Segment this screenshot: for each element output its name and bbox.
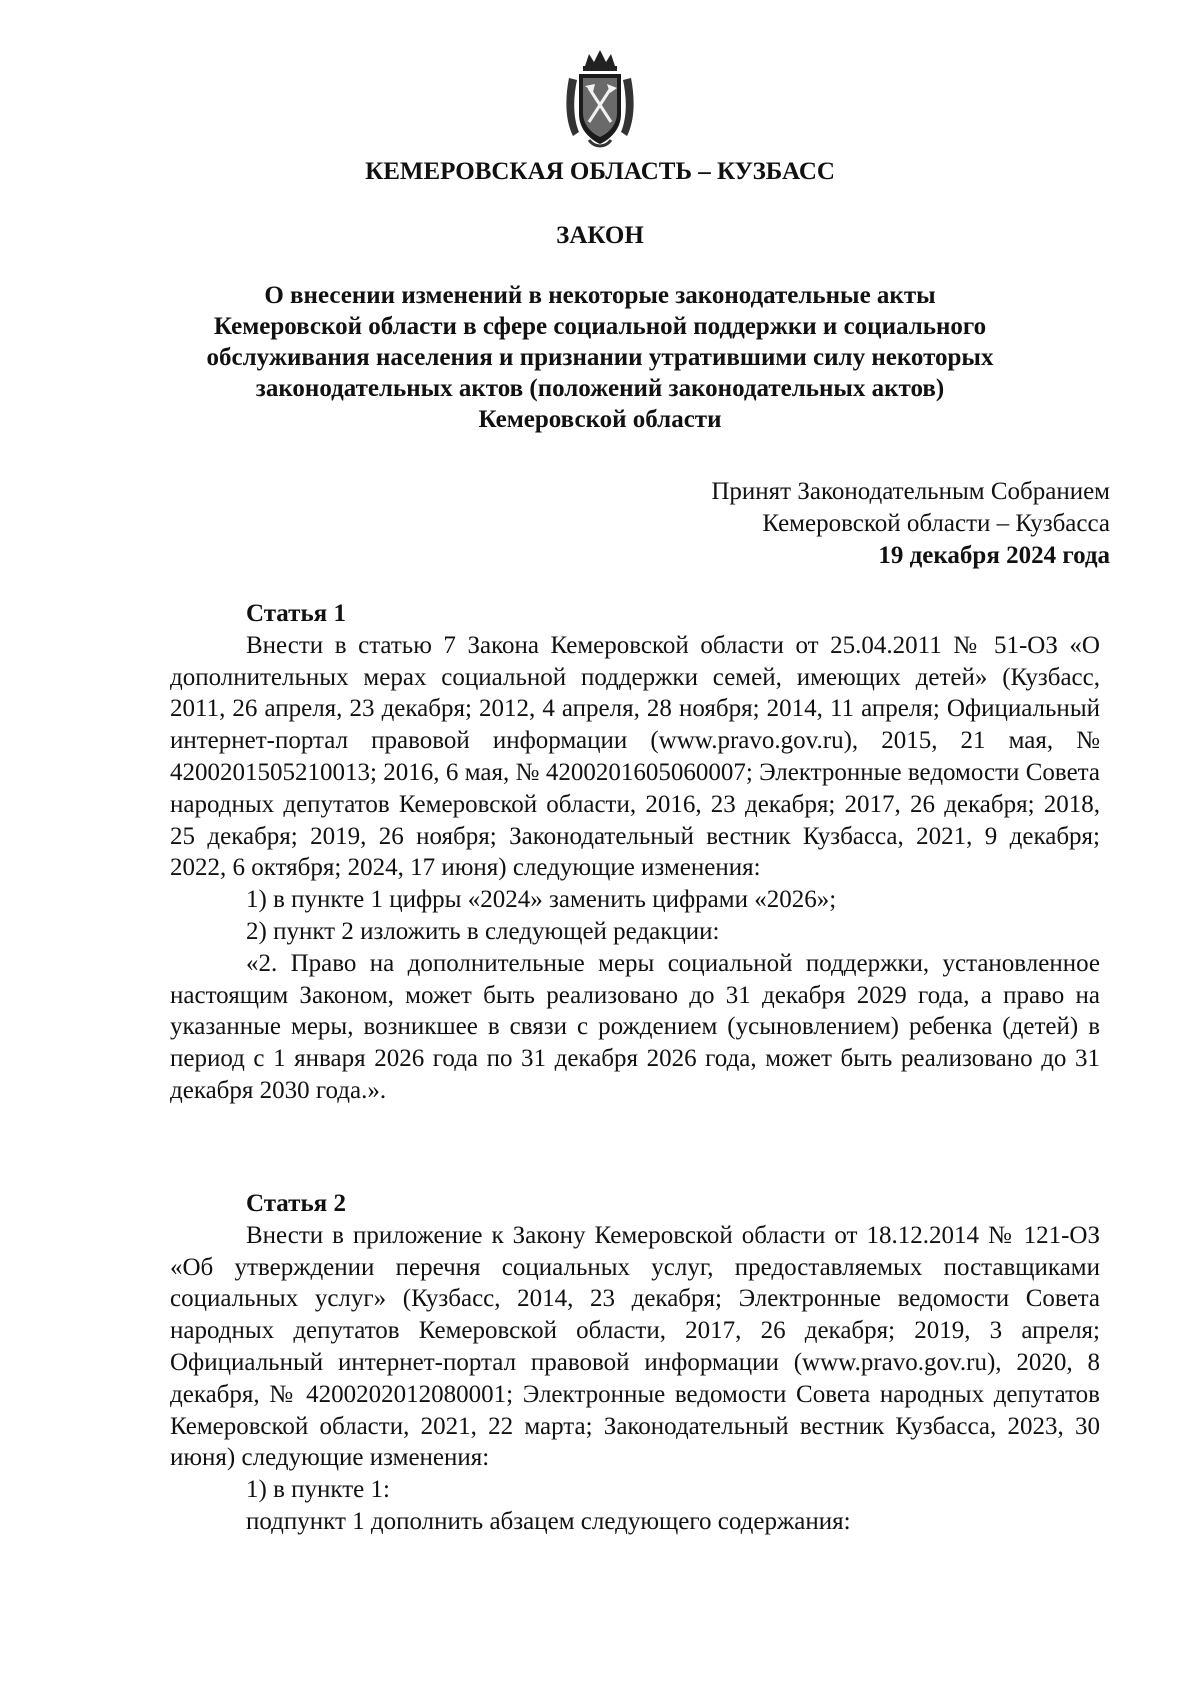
- law-title: [0, 280, 1200, 435]
- adoption-line: Кемеровской области – Кузбасса: [762, 510, 1110, 537]
- article-item: 1) в пункте 1 цифры «2024» заменить цифрами «2026»;: [246, 886, 837, 914]
- law-title-line: обслуживания населения и признании утратившими силу некоторых: [206, 344, 994, 371]
- document-type: ЗАКОН: [556, 222, 644, 249]
- article-1: [170, 598, 1100, 1107]
- article-heading: Статья 1: [246, 600, 346, 627]
- article-item: подпункт 1 дополнить абзацем следующего содержания:: [246, 1507, 851, 1535]
- article-paragraph: Внести в статью 7 Закона Кемеровской области от 25.04.2011 № 51-ОЗ «О дополнительных мерах социальной поддержки семей, имеющих детей» (Кузбасс, 2011, 26 апреля, 23 декабря; 2012, 4 апреля, 28 ноября; 2014, 11 апреля; Официальный интернет-портал правовой информации (www.pravo.gov.ru), 2015, 21 мая, № 4200201505210013; 2016, 6 мая, № 4200201605060007; Электронные ведомости Совета народных депутатов Кемеровской области, 2016, 23 декабря; 2017, 26 декабря; 2018, 25 декабря; 2019, 26 ноября; Законодательный вестник Кузбасса, 2021, 9 декабря; 2022, 6 октября; 2024, 17 июня) следующие изменения:: [170, 631, 1100, 882]
- article-paragraph: Внести в приложение к Закону Кемеровской области от 18.12.2014 № 121-ОЗ «Об утверждении перечня социальных услуг, предоставляемых поставщиками социальных услуг» (Кузбасс, 2014, 23 декабря; Электронные ведомости Совета народных депутатов Кемеровской области, 2017, 26 декабря; 2019, 3 апреля; Официальный интернет-портал правовой информации (www.pravo.gov.ru), 2020, 8 декабря, № 4200202012080001; Электронные ведомости Совета народных депутатов Кемеровской области, 2021, 22 марта; Законодательный вестник Кузбасса, 2023, 30 июня) следующие изменения:: [170, 1221, 1100, 1472]
- article-item: 2) пункт 2 изложить в следующей редакции:: [246, 917, 720, 945]
- law-title-line: Кемеровской области в сфере социальной поддержки и социального: [213, 313, 987, 340]
- article-2: [170, 1188, 1100, 1538]
- law-title-line: законодательных актов (положений законодательных актов): [255, 375, 945, 402]
- law-title-line: Кемеровской области: [478, 406, 722, 433]
- adoption-date: 19 декабря 2024 года: [878, 542, 1110, 569]
- region-name: КЕМЕРОВСКАЯ ОБЛАСТЬ – КУЗБАСС: [365, 158, 835, 185]
- adoption-line: Принят Законодательным Собранием: [711, 478, 1110, 505]
- law-title-line: О внесении изменений в некоторые законодательные акты: [264, 282, 936, 309]
- article-item: 1) в пункте 1:: [246, 1476, 390, 1504]
- kuzbass-coat-of-arms-icon: [563, 48, 637, 152]
- article-heading: Статья 2: [246, 1190, 346, 1217]
- article-quote: «2. Право на дополнительные меры социальной поддержки, установленное настоящим Законом, может быть реализовано до 31 декабря 2029 года, а право на указанные меры, возникшее в связи с рождением (усыновлением) ребенка (детей) в период с 1 января 2026 года по 31 декабря 2026 года, может быть реализовано до 31 декабря 2030 года.».: [170, 949, 1100, 1104]
- adoption-block: [711, 476, 1110, 572]
